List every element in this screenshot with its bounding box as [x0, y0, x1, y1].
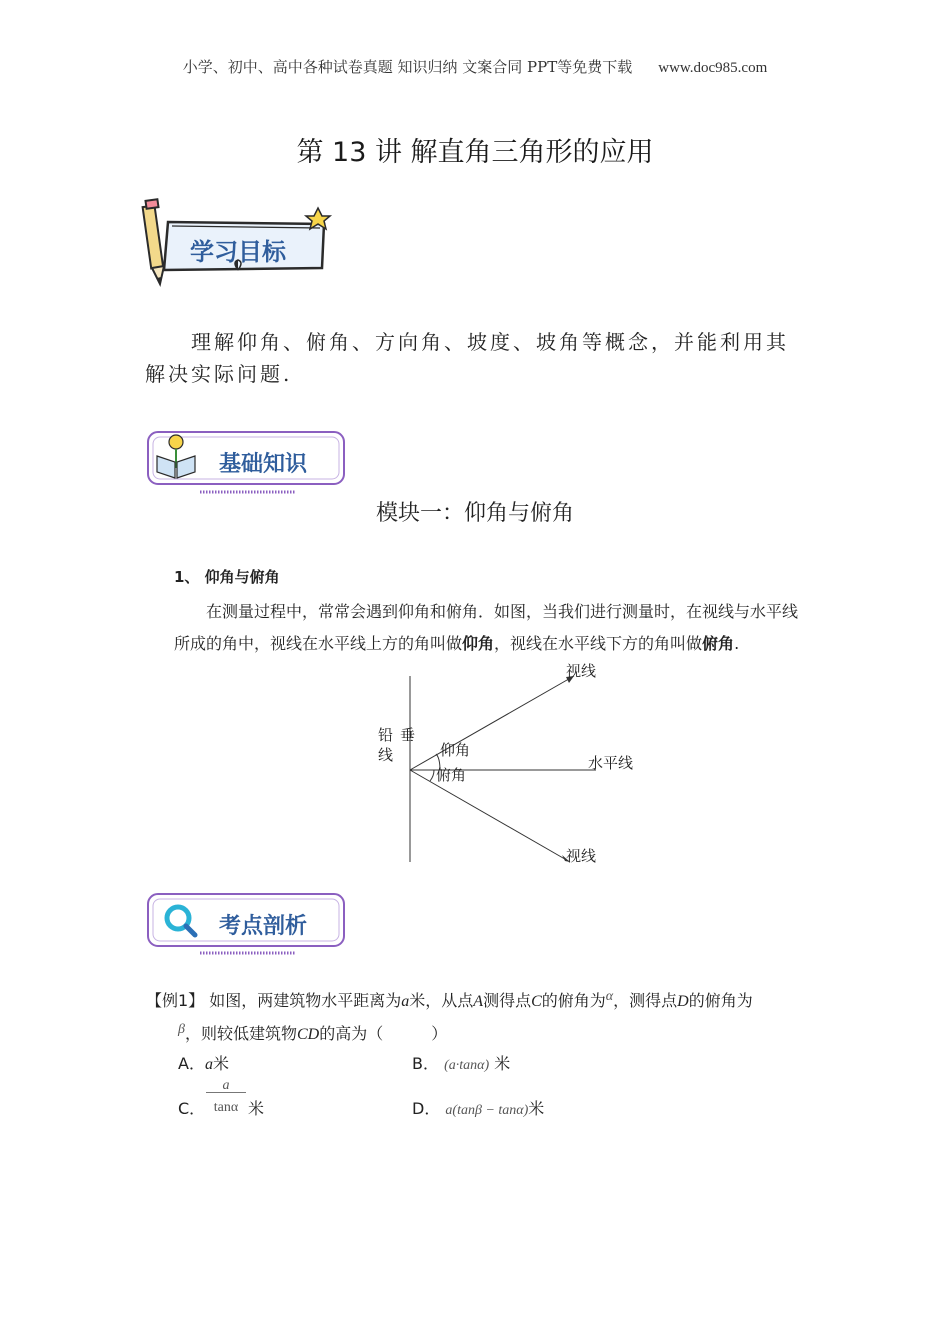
label-depression: 俯角	[436, 766, 467, 784]
option-d[interactable]: D． a(tanβ − tanα)米	[412, 1099, 545, 1118]
label-elevation: 仰角	[440, 741, 471, 759]
label-sight-bottom: 视线	[566, 847, 597, 865]
fraction-bar	[206, 1092, 246, 1093]
page-title: 第 13 讲 解直角三角形的应用	[296, 137, 654, 168]
option-a[interactable]: A．a米	[178, 1054, 229, 1073]
label-vertical-3: 线	[378, 746, 394, 764]
option-b[interactable]: B． (a·tanα) 米	[412, 1054, 511, 1073]
label-horizontal: 水平线	[588, 754, 634, 772]
page-header	[0, 56, 950, 77]
pencil-icon	[143, 199, 164, 284]
label-vertical-2: 垂	[400, 726, 416, 744]
angle-figure	[370, 658, 650, 868]
goal-paragraph	[145, 326, 810, 390]
section-heading: 1、 仰角与俯角	[174, 568, 280, 586]
term-depression: 俯角	[702, 634, 735, 653]
example-1: 【例1】 如图，两建筑物水平距离为a米，从点A测得点C的俯角为α，测得点D的俯角为 β，则较低建筑物CD的高为（ ）	[146, 989, 753, 1043]
banner-goals-label: 学习目标	[190, 238, 286, 266]
sight-line-up	[410, 676, 574, 770]
module-title: 模块一：仰角与俯角	[375, 501, 574, 526]
fraction-numerator: a	[222, 1078, 230, 1093]
banner-analysis	[145, 890, 350, 960]
fraction-denominator: tanα	[213, 1100, 239, 1115]
banner-basics-label: 基础知识	[219, 452, 308, 477]
header-site[interactable]: www.doc985.com	[658, 60, 768, 76]
section-paragraph: 在测量过程中，常常会遇到仰角和俯角．如图，当我们进行测量时，在视线与水平线所成的角中，视线在水平线上方的角叫做仰角，视线在水平线下方的角叫做俯角.	[174, 602, 799, 653]
term-elevation: 仰角	[462, 634, 495, 653]
goal-text: 理解仰角、俯角、方向角、坡度、坡角等概念，并能利用其解决实际问题.	[145, 330, 789, 386]
banner-analysis-label: 考点剖析	[219, 914, 308, 939]
example-tag: 【例1】	[146, 991, 205, 1010]
depression-arc	[430, 770, 434, 781]
sight-line-down	[410, 770, 570, 862]
header-tagline: 小学、初中、高中各种试卷真题 知识归纳 文案合同 PPT等免费下载	[182, 58, 633, 76]
label-sight-top: 视线	[566, 662, 597, 680]
banner-goals	[140, 198, 340, 290]
banner-basics	[145, 428, 350, 498]
label-vertical-1: 铅	[378, 726, 394, 744]
